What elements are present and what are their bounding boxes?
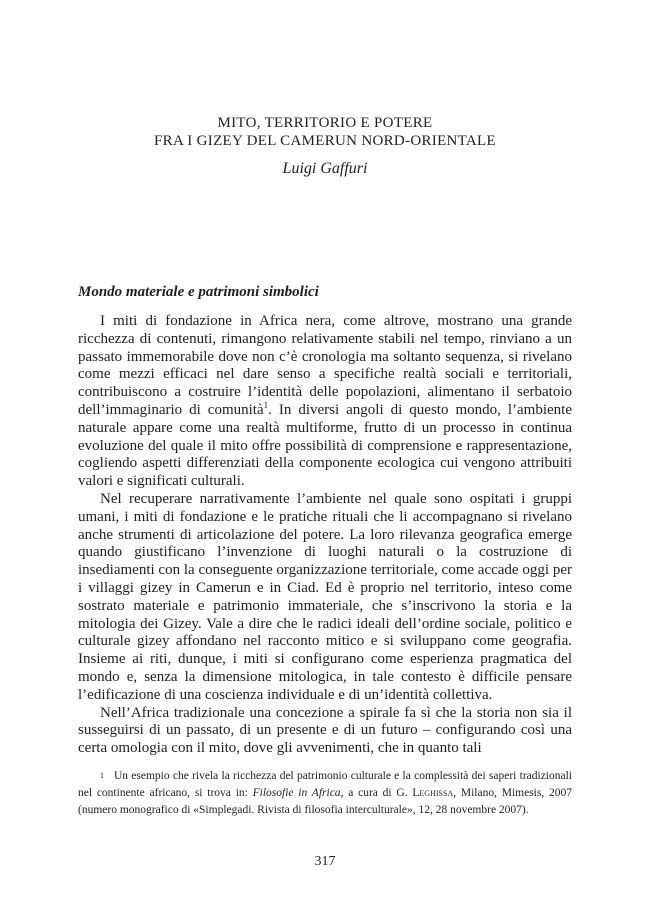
section-heading: Mondo materiale e patrimoni simbolici [78,284,319,300]
footnote-book-title: Filosofie in Africa [252,787,341,799]
title-block [0,114,650,178]
footnote-text-c: , Milano, Mimesis, 2007 (numero monografico di «Simplegadi. Rivista di filosofia interculturale», 12, 28 novembre 2007). [78,787,572,816]
paragraph-1-text-a: I miti di fondazione in Africa nera, come altrove, mostrano una grande ricchezza di contenuti, rimangono relativamente stabili nel tempo, rinviano a un passato immemorabile dove non c’è cronologia ma soltanto sequenza, si rivelano come mezzi efficaci nel dare senso a specifiche realtà sociali e territoriali, contribuiscono a costruire l’identità delle popolazioni, alimentano il serbatoio dell’immaginario di comunità [78,313,572,418]
footnote-reference[interactable]: 1 [263,399,269,410]
footnote-mark: 1 [100,771,104,780]
article-title-line-2: FRA I GIZEY DEL CAMERUN NORD-ORIENTALE [154,133,496,149]
author-name: Luigi Gaffuri [282,160,368,177]
paragraph-2: Nel recuperare narrativamente l’ambiente nel quale sono ospitati i gruppi umani, i miti di fondazione e le pratiche rituali che li accompagnano si rivelano anche strumenti di articolazione del potere. La loro rilevanza geografica emerge quando giustificano l’invenzione di luoghi naturali o la costruzione di insediamenti con la conseguente organizzazione territoriale, come accade oggi per i villaggi gizey in Camerun e in Ciad. Ed è proprio nel territorio, inteso come sostrato materiale e patrimonio immateriale, che s’inscrivono la storia e la mitologia dei Gizey. Vale a dire che le radici ideali dell’ordine sociale, politico e culturale gizey affondano nel racconto mitico e si sviluppano come geografia. Insieme ai riti, dunque, i miti si configurano come esperienza pragmatica del mondo e, senza la dimensione mitologica, in tale contesto è difficile pensare l’edificazione di una coscienza individuale e di un’identità collettiva. [78,490,572,703]
paragraph-1 [78,313,572,491]
paragraph-3: Nell’Africa tradizionale una concezione a spirale fa sì che la storia non sia il susseguirsi di un passato, di un presente e di un futuro – configurando così una certa omologia con il mito, dove gli avvenimenti, che in quanto tali [78,704,572,757]
body-text [78,313,572,758]
article-title-line-1: MITO, TERRITORIO E POTERE [217,115,433,131]
footnote-text-b: , a cura di G. [340,787,413,799]
footnote-text-a: Un esempio che rivela la ricchezza del patrimonio culturale e la complessità dei saperi tradizionali nel continente africano, si trova in: [78,770,572,799]
page-number: 317 [314,854,336,869]
paragraph-1-text-b: . In diversi angoli di questo mondo, l’ambiente naturale appare come una realtà multiforme, frutto di un processo in continua evoluzione del quale il mito offre possibilità di comprensione e rappresentazione, cogliendo aspetti differenziati della componente ecologica cui vengono attribuiti valori e significati culturali. [78,401,572,490]
footnote-editor: Leghissa [412,787,454,799]
footnote [78,768,572,819]
